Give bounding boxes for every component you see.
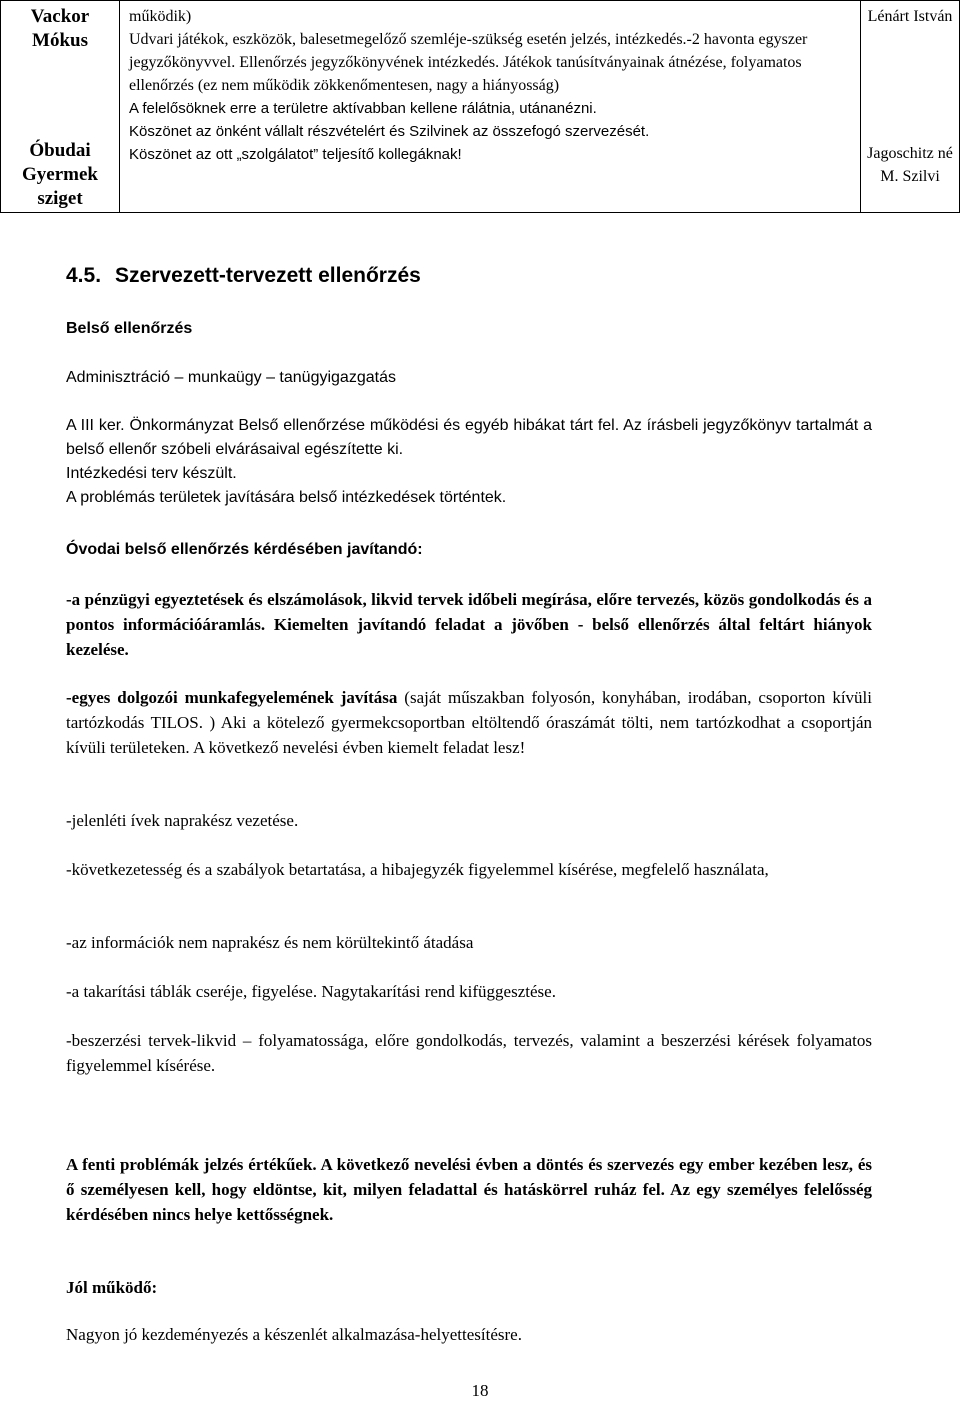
section-heading bbox=[66, 264, 421, 288]
desc-line-2: Udvari játékok, eszközök, balesetmegelőző szemléje-szükség esetén jelzés, intézkedés.-2 havonta egyszer jegyzőkönyvvel. Ellenőrzés jegyzőkönyvének intézkedés. Játékok tanúsítványainak átnézése, folyamatos ellenőrzés (ez nem működik zökkenőmentesen, nagy a hiányosság) bbox=[129, 31, 808, 94]
desc-line-3: A felelősöknek erre a területre aktívabban kellene rálátnia, utánanézni. bbox=[129, 100, 597, 117]
responsible-top: Lénárt István bbox=[867, 8, 953, 25]
group-names-cell bbox=[1, 1, 120, 213]
item-1: -jelenléti ívek naprakész vezetése. bbox=[66, 811, 299, 830]
bold-paragraph: -a pénzügyi egyeztetések és elszámolások, likvid tervek időbeli megírása, előre tervezés, közös gondolkodás és a pontos információáramlás. Kiemelten javítandó feladat a jövőben - belső ellenőrzés által feltárt hiányok kezelése. bbox=[66, 590, 872, 659]
admin-line: Adminisztráció – munkaügy – tanügyigazgatás bbox=[66, 369, 396, 386]
egyes-paragraph bbox=[66, 685, 872, 760]
responsible-bottom: Jagoschitz né M. Szilvi bbox=[867, 145, 953, 185]
table-row bbox=[1, 1, 960, 213]
item-3: -az információk nem naprakész és nem körültekintő átadása bbox=[66, 933, 474, 952]
desc-line-5: Köszönet az ott „szolgálatot” teljesítő kollegáknak! bbox=[129, 146, 462, 163]
activity-table bbox=[0, 0, 960, 213]
para-audit-line-1: A III ker. Önkormányzat Belső ellenőrzése működési és egyéb hibákat tárt fel. Az írásbeli jegyzőkönyv tartalmát a belső ellenőr szóbeli elvárásaival egészítette ki. bbox=[66, 417, 872, 458]
group-name-top: Vackor Mókus bbox=[30, 6, 90, 51]
item-4: -a takarítási táblák cseréje, figyelése. Nagytakarítási rend kifüggesztése. bbox=[66, 982, 556, 1001]
page-number: 18 bbox=[471, 1381, 489, 1400]
final-paragraph: A fenti problémák jelzés értékűek. A következő nevelési évben a döntés és szervezés egy ember kezében lesz, és ő személyesen kell, hogy eldöntse, kit, milyen feladattal és hatáskörrel ruház fel. Az egy személyes felelősség kérdésében nincs helye kettősségnek. bbox=[66, 1155, 872, 1224]
section-number: 4.5. bbox=[66, 264, 102, 287]
item-2: -következetesség és a szabályok betartatása, a hibajegyzék figyelemmel kísérése, megfelelő használata, bbox=[66, 860, 769, 879]
group-name-bottom: Óbudai Gyermek sziget bbox=[22, 140, 98, 209]
ovodai-heading: Óvodai belső ellenőrzés kérdésében javítandó: bbox=[66, 541, 423, 558]
section-title: Szervezett-tervezett ellenőrzés bbox=[115, 264, 421, 287]
para-audit bbox=[66, 414, 872, 510]
jol-mukodo-text: Nagyon jó kezdeményezés a készenlét alkalmazása-helyettesítésre. bbox=[66, 1325, 522, 1344]
egyes-rest: (saját műszakban folyosón, konyhában, irodában, csoporton kívüli tartózkodás TILOS. ) Aki a kötelező gyermekcsoportban eltöltendő óraszámát tölti, nem tartózkodhat a csoportján kívüli területeken. A következő nevelési évben kiemelt feladat lesz! bbox=[66, 688, 872, 757]
egyes-bold: -egyes dolgozói munkafegyelemének javítása bbox=[66, 688, 398, 707]
desc-line-4: Köszönet az önként vállalt részvételért és Szilvinek az összefogó szervezését. bbox=[129, 123, 650, 140]
subheading: Belső ellenőrzés bbox=[66, 320, 193, 337]
item-5: -beszerzési tervek-likvid – folyamatossága, előre gondolkodás, tervezés, valamint a beszerzési kérések folyamatos figyelemmel kísérése. bbox=[66, 1031, 872, 1075]
description-cell bbox=[120, 1, 861, 213]
jol-mukodo-heading: Jól működő: bbox=[66, 1278, 158, 1297]
responsible-cell bbox=[861, 1, 960, 213]
desc-line-1: működik) bbox=[129, 8, 192, 25]
para-audit-line-2: Intézkedési terv készült. bbox=[66, 465, 237, 482]
para-audit-line-3: A problémás területek javítására belső intézkedések történtek. bbox=[66, 489, 507, 506]
